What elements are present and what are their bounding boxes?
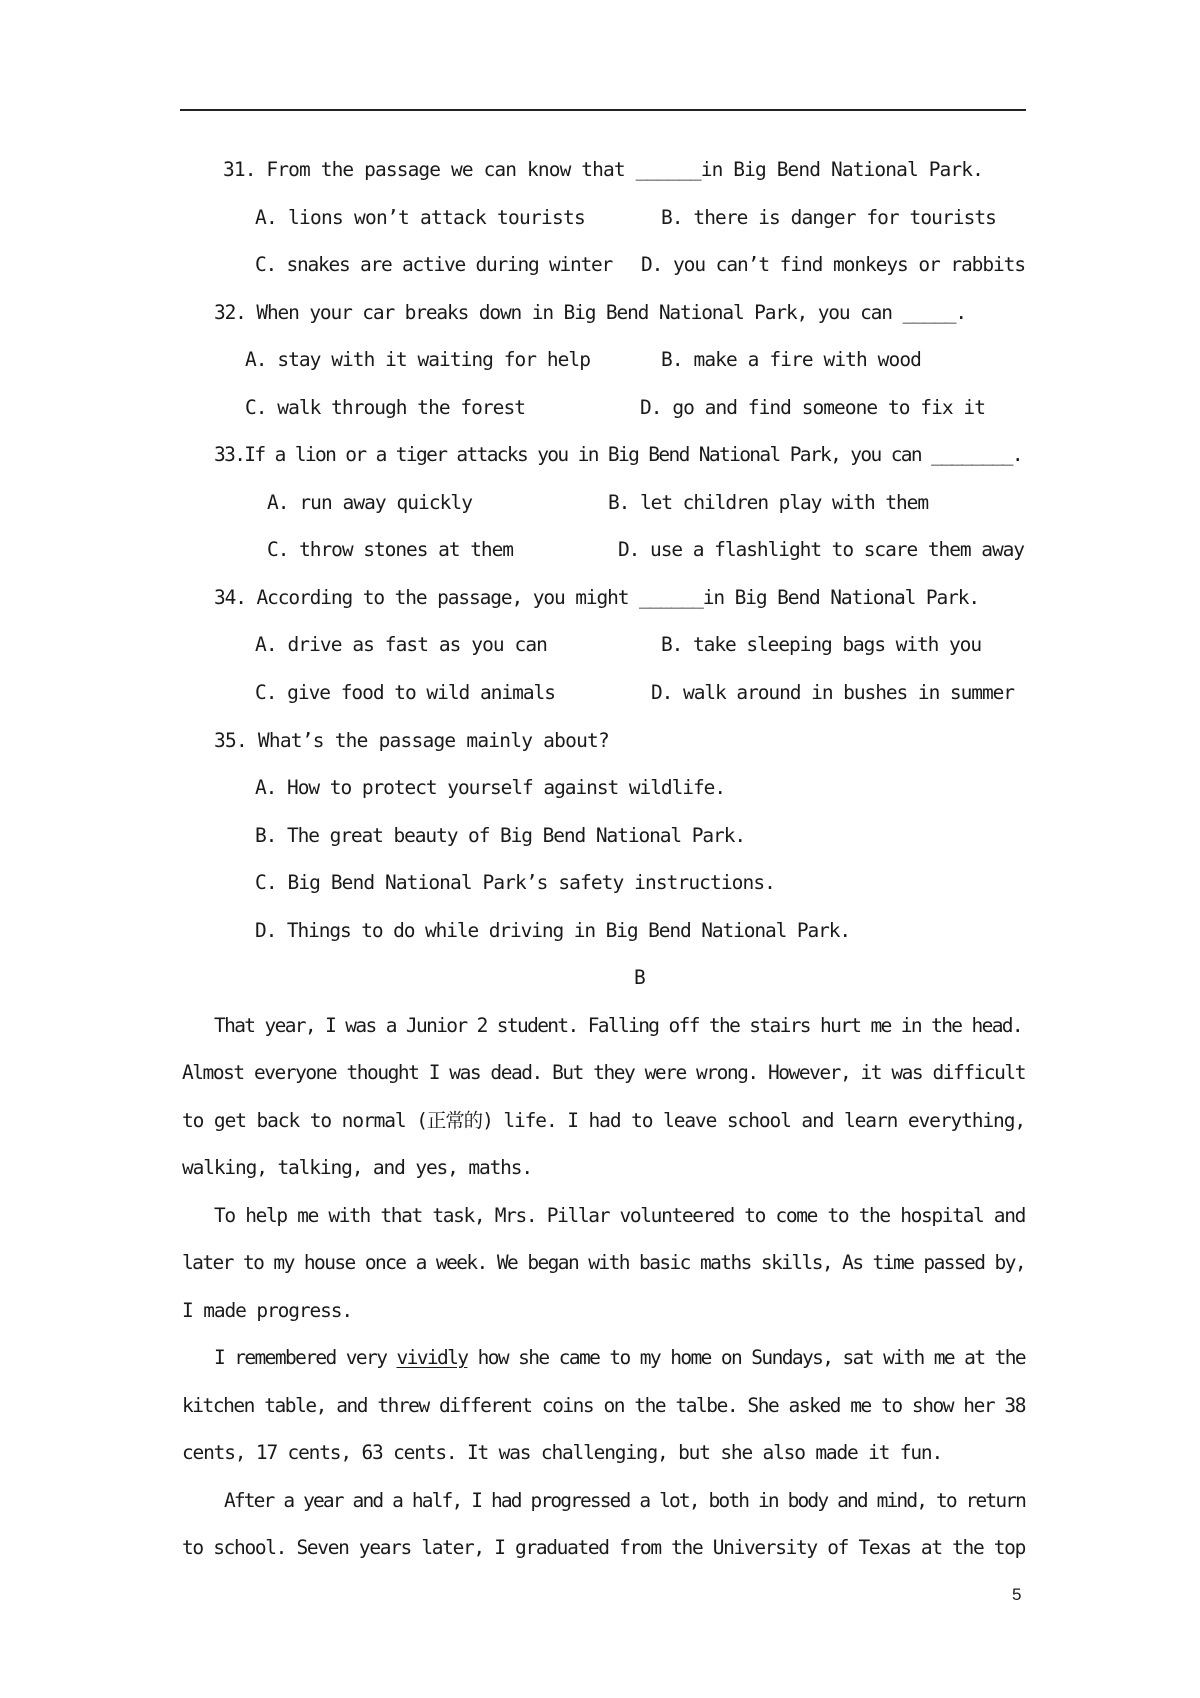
question-33-option-a: A. run away quickly — [267, 491, 472, 514]
question-34-option-b: B. take sleeping bags with you — [661, 633, 981, 656]
question-35-option-c: C. Big Bend National Park’s safety instructions. — [255, 871, 775, 894]
header-rule — [180, 109, 1026, 111]
question-31-option-d: D. you can’t find monkeys or rabbits — [641, 253, 1025, 276]
question-32-option-c: C. walk through the forest — [245, 396, 525, 419]
passage-line: After a year and a half, I had progressed a lot, both in body and mind, to return — [224, 1489, 1025, 1512]
question-32-option-d: D. go and find someone to fix it — [640, 396, 985, 419]
vocabulary-underline: vividly — [396, 1346, 468, 1369]
question-33-stem: 33.If a lion or a tiger attacks you in Big Bend National Park, you can ________. — [214, 443, 1022, 466]
passage-line: That year, I was a Junior 2 student. Falling off the stairs hurt me in the head. — [214, 1014, 1022, 1037]
question-31-stem: 31. From the passage we can know that ______in Big Bend National Park. — [223, 158, 983, 181]
passage-line: Almost everyone thought I was dead. But they were wrong. However, it was difficult — [182, 1061, 1025, 1084]
passage-line: walking, talking, and yes, maths. — [182, 1156, 532, 1179]
question-32-option-a: A. stay with it waiting for help — [245, 348, 590, 371]
question-33-option-b: B. let children play with them — [608, 491, 928, 514]
question-34-option-c: C. give food to wild animals — [255, 681, 555, 704]
question-32-stem: 32. When your car breaks down in Big Bend National Park, you can _____. — [214, 301, 966, 324]
passage-line: later to my house once a week. We began with basic maths skills, As time passed by, — [182, 1251, 1025, 1274]
question-35-option-b: B. The great beauty of Big Bend National Park. — [255, 824, 745, 847]
passage-line: to get back to normal (正常的) life. I had to leave school and learn everything, — [182, 1109, 1025, 1132]
question-35-stem: 35. What’s the passage mainly about? — [214, 729, 609, 752]
question-34-stem: 34. According to the passage, you might ______in Big Bend National Park. — [214, 586, 979, 609]
question-31-option-b: B. there is danger for tourists — [661, 206, 996, 229]
question-35-option-d: D. Things to do while driving in Big Bend National Park. — [255, 919, 850, 942]
passage-line: To help me with that task, Mrs. Pillar volunteered to come to the hospital and — [214, 1204, 1025, 1227]
question-31-option-c: C. snakes are active during winter — [255, 253, 612, 276]
passage-line: kitchen table, and threw different coins on the talbe. She asked me to show her 38 — [182, 1394, 1025, 1417]
question-33-option-c: C. throw stones at them — [267, 538, 513, 561]
passage-line: I made progress. — [182, 1299, 352, 1322]
passage-text: how she came to my home on Sundays, sat with me at the — [467, 1346, 1026, 1369]
question-35-option-a: A. How to protect yourself against wildlife. — [255, 776, 725, 799]
question-31-option-a: A. lions won’t attack tourists — [255, 206, 585, 229]
page-number: 5 — [1012, 1585, 1022, 1604]
passage-line: cents, 17 cents, 63 cents. It was challenging, but she also made it fun. — [182, 1441, 942, 1464]
section-label: B — [634, 966, 646, 989]
passage-line: to school. Seven years later, I graduated from the University of Texas at the top — [182, 1536, 1025, 1559]
question-33-option-d: D. use a flashlight to scare them away — [618, 538, 1024, 561]
passage-line — [214, 1346, 1025, 1370]
question-34-option-d: D. walk around in bushes in summer — [651, 681, 1014, 704]
question-32-option-b: B. make a fire with wood — [661, 348, 921, 371]
question-34-option-a: A. drive as fast as you can — [255, 633, 547, 656]
passage-text: I remembered very — [214, 1346, 397, 1369]
